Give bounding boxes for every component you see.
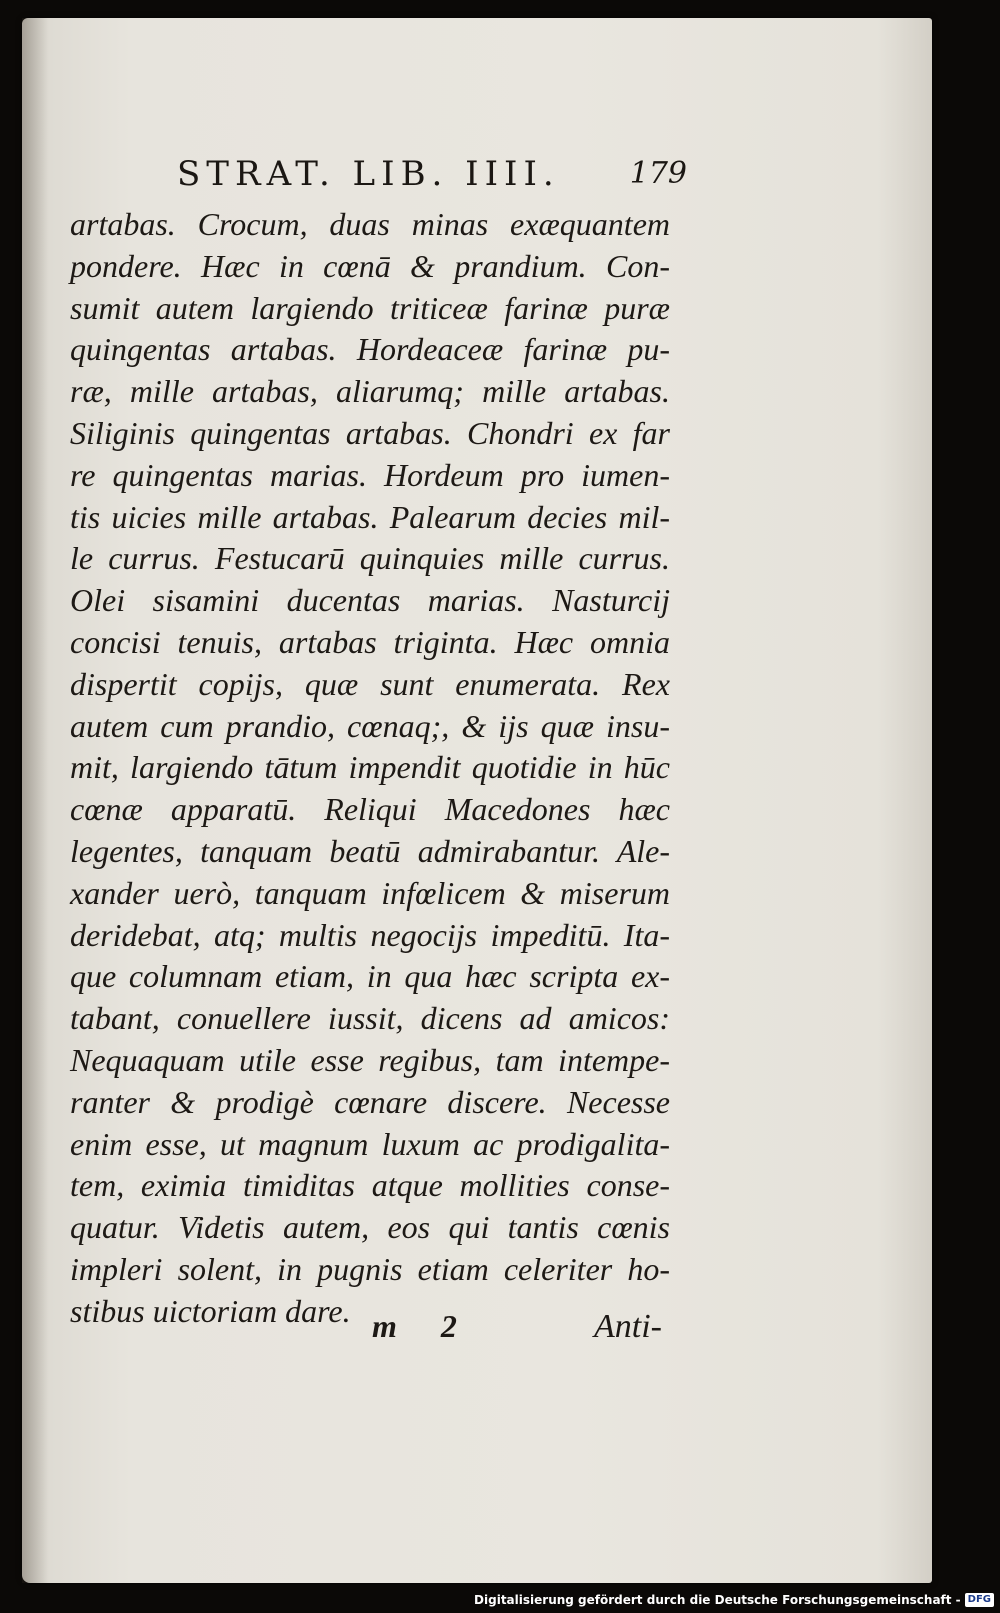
digitization-credit bbox=[474, 1590, 994, 1610]
catchword: Anti- bbox=[594, 1308, 662, 1345]
text-line: quingentas artabas. Hordeaceæ farinæ pu- bbox=[70, 331, 670, 368]
text-line: sumit autem largiendo triticeæ farinæ puræ bbox=[70, 289, 670, 326]
text-line: que columnam etiam, in qua hæc scripta ex- bbox=[70, 958, 670, 995]
dfg-logo: DFG bbox=[965, 1593, 994, 1607]
text-line: le currus. Festucarū quinquies mille currus. bbox=[70, 540, 670, 577]
book-page bbox=[22, 18, 932, 1583]
running-head bbox=[177, 154, 687, 202]
spine-shadow bbox=[22, 18, 48, 1583]
text-line: concisi tenuis, artabas triginta. Hæc omnia bbox=[70, 623, 670, 660]
text-line: Siliginis quingentas artabas. Chondri ex far bbox=[70, 414, 670, 451]
text-line: enim esse, ut magnum luxum ac prodigalita- bbox=[70, 1125, 670, 1162]
running-head-title: STRAT. LIB. IIII. bbox=[177, 154, 560, 194]
text-line: deridebat, atq; multis negocijs impeditū. Ita- bbox=[70, 916, 670, 953]
text-line: legentes, tanquam beatū admirabantur. Ale- bbox=[70, 832, 670, 869]
text-line: re quingentas marias. Hordeum pro iumen- bbox=[70, 456, 670, 493]
text-line: dispertit copijs, quæ sunt enumerata. Rex bbox=[70, 665, 670, 702]
body-text bbox=[70, 204, 670, 1333]
text-line: Nequaquam utile esse regibus, tam intempe- bbox=[70, 1041, 670, 1078]
text-line: tis uicies mille artabas. Palearum decies mil- bbox=[70, 498, 670, 535]
text-line: xander uerò, tanquam infœlicem & miserum bbox=[70, 874, 670, 911]
text-line: pondere. Hæc in cœnā & prandium. Con- bbox=[70, 247, 670, 284]
page-number: 179 bbox=[629, 156, 687, 191]
text-line: tabant, conuellere iussit, dicens ad amicos: bbox=[70, 1000, 670, 1037]
text-line: ranter & prodigè cœnare discere. Necesse bbox=[70, 1083, 670, 1120]
page-footer bbox=[372, 1308, 662, 1358]
text-line: cœnæ apparatū. Reliqui Macedones hæc bbox=[70, 791, 670, 828]
text-line: impleri solent, in pugnis etiam celeriter ho- bbox=[70, 1250, 670, 1287]
text-line: mit, largiendo tātum impendit quotidie in hūc bbox=[70, 749, 670, 786]
text-line: ræ, mille artabas, aliarumq; mille artabas. bbox=[70, 373, 670, 410]
credit-text: Digitalisierung gefördert durch die Deutsche Forschungsgemeinschaft - bbox=[474, 1593, 961, 1607]
text-line: artabas. Crocum, duas minas exæquantem bbox=[70, 206, 670, 242]
text-line: tem, eximia timiditas atque mollities conse- bbox=[70, 1167, 670, 1204]
signature-mark: m 2 bbox=[372, 1308, 475, 1344]
text-line: Olei sisamini ducentas marias. Nasturcij bbox=[70, 582, 670, 619]
text-line: quatur. Videtis autem, eos qui tantis cœnis bbox=[70, 1209, 670, 1246]
text-line: stibus uictoriam dare. bbox=[70, 1292, 351, 1329]
text-line: autem cum prandio, cœnaq;, & ijs quæ insu- bbox=[70, 707, 670, 744]
